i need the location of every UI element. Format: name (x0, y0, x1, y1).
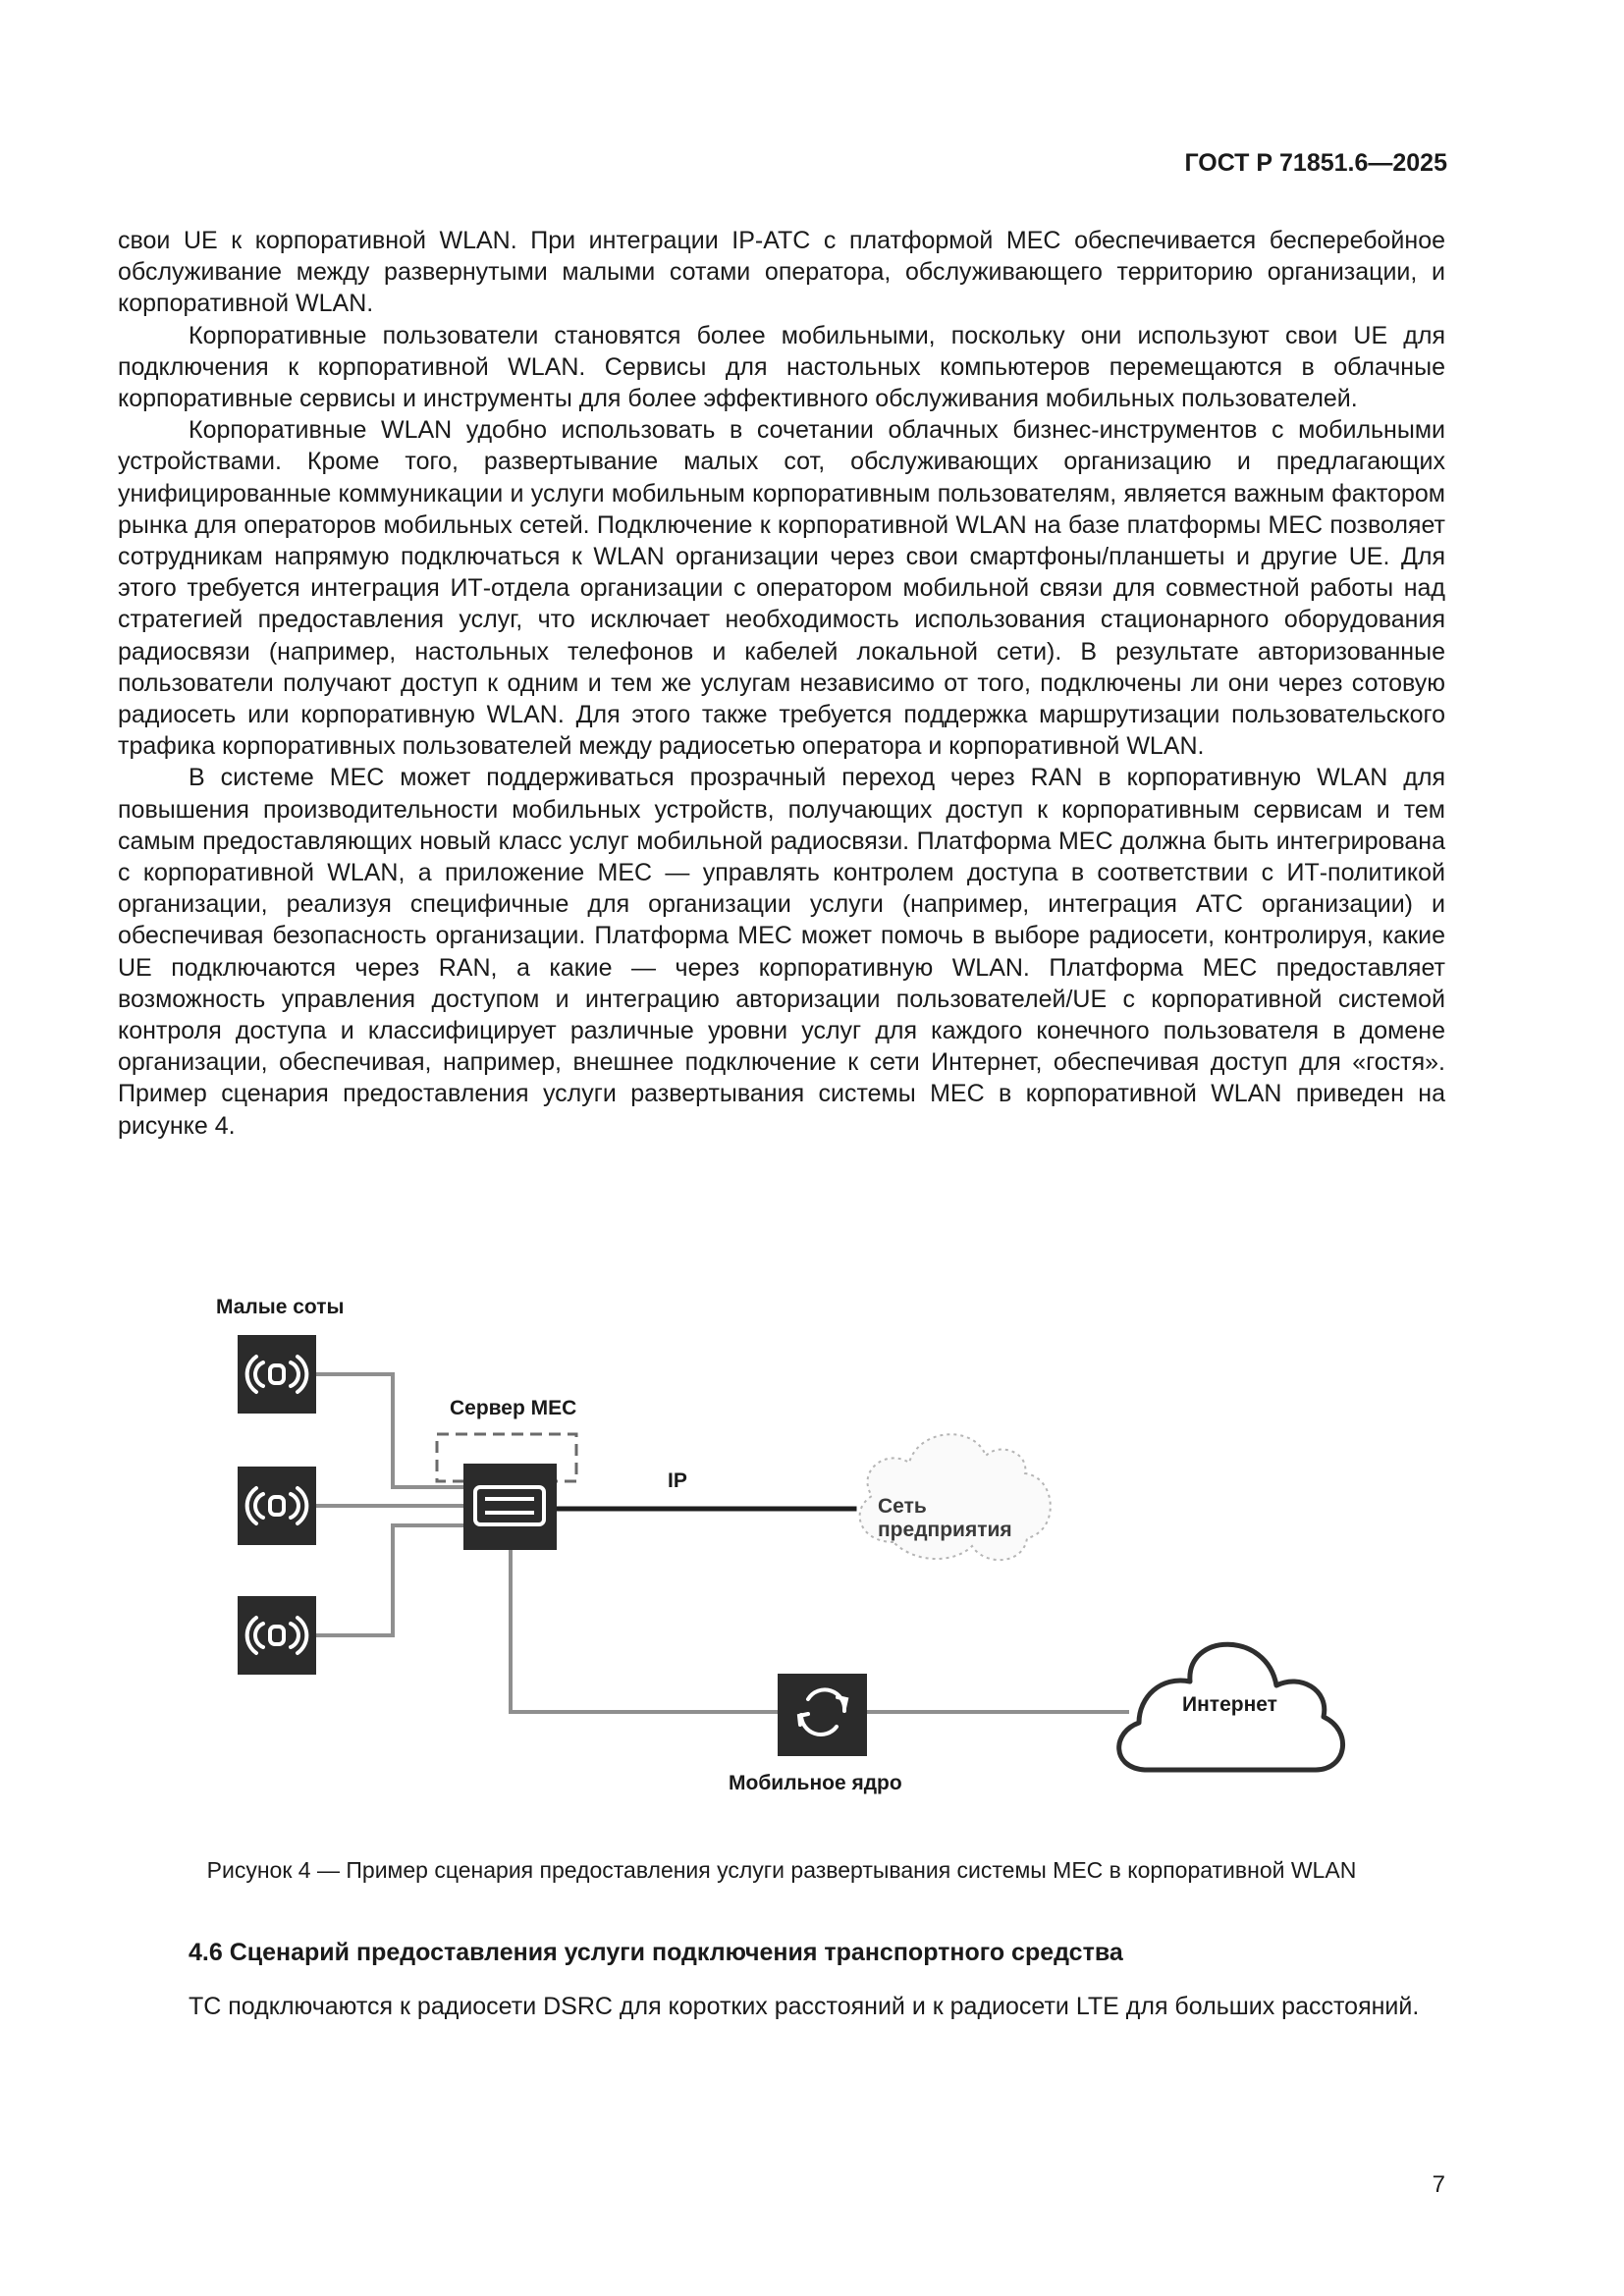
small-cell-3 (238, 1596, 316, 1675)
body-text (118, 225, 1445, 1142)
link-server-mobile-core (511, 1550, 778, 1712)
figure-4-diagram (216, 1279, 1375, 1809)
figure-drawing (216, 1279, 1375, 1809)
mec-server-node (437, 1434, 576, 1550)
figure-caption: Рисунок 4 — Пример сценария предоставления услуги развертывания системы MEC в корпоративной WLAN (206, 1857, 1357, 1883)
document-code: ГОСТ Р 71851.6—2025 (1184, 149, 1447, 177)
link-cell-1-server (316, 1374, 463, 1487)
section-paragraph: ТС подключаются к радиосети DSRC для коротких расстояний и к радиосети LTE для больших расстояний. (189, 1993, 1420, 2020)
enterprise-network-label: Сеть предприятия (878, 1495, 1012, 1541)
page-number: 7 (1432, 2171, 1445, 2198)
small-cells-label: Малые соты (216, 1296, 345, 1318)
paragraph-3: Корпоративные WLAN удобно использовать в сочетании облачных бизнес-инструментов с мобильными устройствами. Кроме того, развертывание малых сот, обслуживающих организацию и предлагающих унифицированные коммуникации и услуги мобильным корпоративным пользователям, является важным фактором рынка для операторов мобильных сетей. Подключение к корпоративной WLAN на базе платформы MEC позволяет сотрудникам напрямую подключаться к WLAN организации через свои смартфоны/планшеты и другие UE. Для этого требуется интеграция ИТ-отдела организации с оператором мобильной связи для совместной работы над стратегией предоставления услуг, что исключает необходимость использования стационарного оборудования радиосвязи (например, настольных телефонов и кабелей локальной сети). В результате авторизованные пользователи получают доступ к одним и тем же услугам независимо от того, подключены ли они через сотовую радиосеть или корпоративную WLAN. Для этого также требуется поддержка маршрутизации пользовательского трафика корпоративных пользователей между радиосетью оператора и корпоративной WLAN. (118, 416, 1445, 761)
section-body (118, 1991, 1445, 2022)
section-title: 4.6 Сценарий предоставления услуги подключения транспортного средства (189, 1939, 1123, 1966)
mec-server-label: Сервер MEC (450, 1397, 577, 1419)
small-cell-1 (238, 1335, 316, 1414)
small-cell-2 (238, 1467, 316, 1545)
mobile-core-label: Мобильное ядро (729, 1772, 902, 1794)
paragraph-2: Корпоративные пользователи становятся более мобильными, поскольку они используют свои UE для подключения к корпоративной WLAN. Сервисы для настольных компьютеров перемещаются в облачные корпоративные сервисы и инструменты для более эффективного обслуживания мобильных пользователей. (118, 321, 1445, 413)
paragraph-1: свои UE к корпоративной WLAN. При интеграции IP-АТС с платформой MEC обеспечивается бесперебойное обслуживание между развернутыми малыми сотами оператора, обслуживающего территорию организации, и корпоративной WLAN. (118, 227, 1445, 318)
link-cell-3-server (316, 1525, 463, 1635)
internet-label: Интернет (1182, 1693, 1277, 1716)
ip-label: IP (668, 1469, 687, 1492)
mobile-core-node (778, 1674, 867, 1756)
paragraph-4: В системе MEC может поддерживаться прозрачный переход через RAN в корпоративную WLAN для повышения производительности мобильных устройств, получающих доступ к корпоративным сервисам и тем самым предоставляющих новый класс услуг мобильной радиосвязи. Платформа MEC должна быть интегрирована с корпоративной WLAN, а приложение MEC — управлять контролем доступа в соответствии с ИТ-политикой организации, реализуя специфичные для организации услуги (например, интеграция АТС организации) и обеспечивая безопасность организации. Платформа MEC может помочь в выборе радиосети, контролируя, какие UE подключаются через RAN, а какие — через корпоративную WLAN. Платформа MEC предоставляет возможность управления доступом и интеграцию авторизации пользователей/UE с корпоративной системой контроля доступа и классифицирует различные уровни услуг для каждого конечного пользователя в домене организации, обеспечивая, например, внешнее подключение к сети Интернет, обеспечивая доступ для «гостя». Пример сценария предоставления услуги развертывания системы MEC в корпоративной WLAN приведен на рисунке 4. (118, 764, 1445, 1140)
